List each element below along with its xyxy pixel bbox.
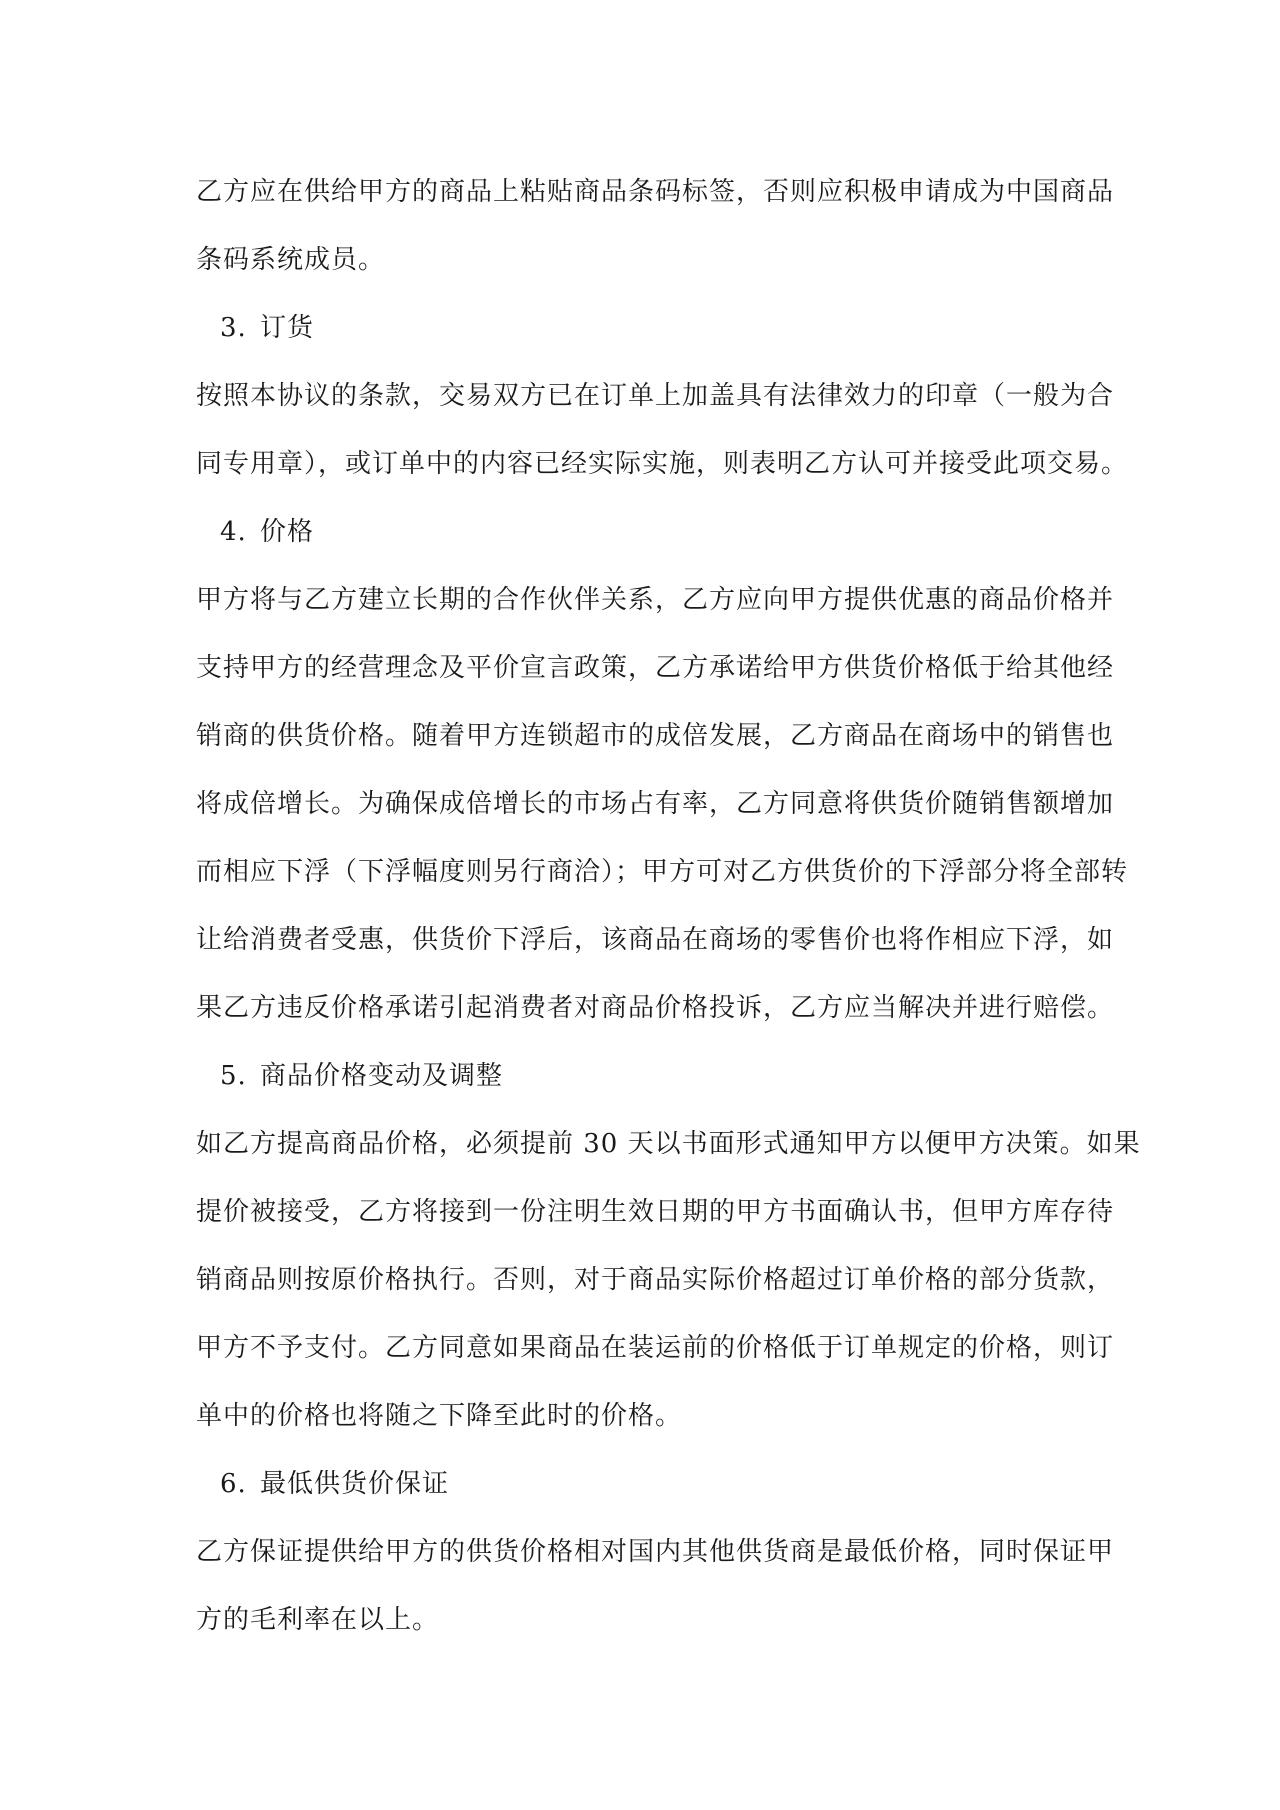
- section-number: 3.: [220, 313, 247, 343]
- document-page: [196, 158, 1141, 1654]
- paragraph-line: 销商的供货价格。随着甲方连锁超市的成倍发展，乙方商品在商场中的销售也: [196, 721, 1115, 751]
- paragraph-line: 乙方保证提供给甲方的供货价格相对国内其他供货商是最低价格，同时保证甲: [196, 1537, 1115, 1567]
- paragraph-line: 甲方不予支付。乙方同意如果商品在装运前的价格低于订单规定的价格，则订: [196, 1333, 1115, 1363]
- section-number: 6.: [220, 1469, 247, 1499]
- section-title: 价格: [260, 517, 315, 547]
- paragraph-line: 甲方将与乙方建立长期的合作伙伴关系，乙方应向甲方提供优惠的商品价格并: [196, 585, 1115, 615]
- paragraph-line: 乙方应在供给甲方的商品上粘贴商品条码标签，否则应积极申请成为中国商品: [196, 177, 1115, 207]
- paragraph-line: 条码系统成员。: [196, 245, 386, 275]
- paragraph-line: 果乙方违反价格承诺引起消费者对商品价格投诉，乙方应当解决并进行赔偿。: [196, 993, 1115, 1023]
- paragraph-line: 将成倍增长。为确保成倍增长的市场占有率，乙方同意将供货价随销售额增加: [196, 789, 1115, 819]
- paragraph-line: 而相应下浮（下浮幅度则另行商洽）；甲方可对乙方供货价的下浮部分将全部转: [196, 857, 1129, 887]
- section-number: 5.: [220, 1061, 247, 1091]
- section-title: 订货: [260, 313, 315, 343]
- paragraph-line: 单中的价格也将随之下降至此时的价格。: [196, 1401, 683, 1431]
- paragraph-line: 让给消费者受惠，供货价下浮后，该商品在商场的零售价也将作相应下浮，如: [196, 925, 1115, 955]
- section-title: 最低供货价保证: [260, 1469, 450, 1499]
- section-heading: [196, 294, 1096, 362]
- paragraph-line: 支持甲方的经营理念及平价宣言政策，乙方承诺给甲方供货价格低于给其他经: [196, 653, 1115, 683]
- paragraph-line: 提价被接受，乙方将接到一份注明生效日期的甲方书面确认书，但甲方库存待: [196, 1197, 1115, 1227]
- section-title: 商品价格变动及调整: [260, 1061, 504, 1091]
- paragraph-line: 方的毛利率在以上。: [196, 1605, 440, 1635]
- section-heading: [196, 498, 1096, 566]
- paragraph-line: 同专用章），或订单中的内容已经实际实施，则表明乙方认可并接受此项交易。: [196, 449, 1129, 479]
- section-number: 4.: [220, 517, 247, 547]
- paragraph-line: 按照本协议的条款，交易双方已在订单上加盖具有法律效力的印章（一般为合: [196, 381, 1115, 411]
- paragraph-line: 销商品则按原价格执行。否则，对于商品实际价格超过订单价格的部分货款，: [196, 1265, 1115, 1295]
- document-body: [196, 158, 1141, 1654]
- section-heading: [196, 1042, 1096, 1110]
- paragraph-line: 如乙方提高商品价格，必须提前 30 天以书面形式通知甲方以便甲方决策。如果: [196, 1129, 1141, 1159]
- section-heading: [196, 1450, 1096, 1518]
